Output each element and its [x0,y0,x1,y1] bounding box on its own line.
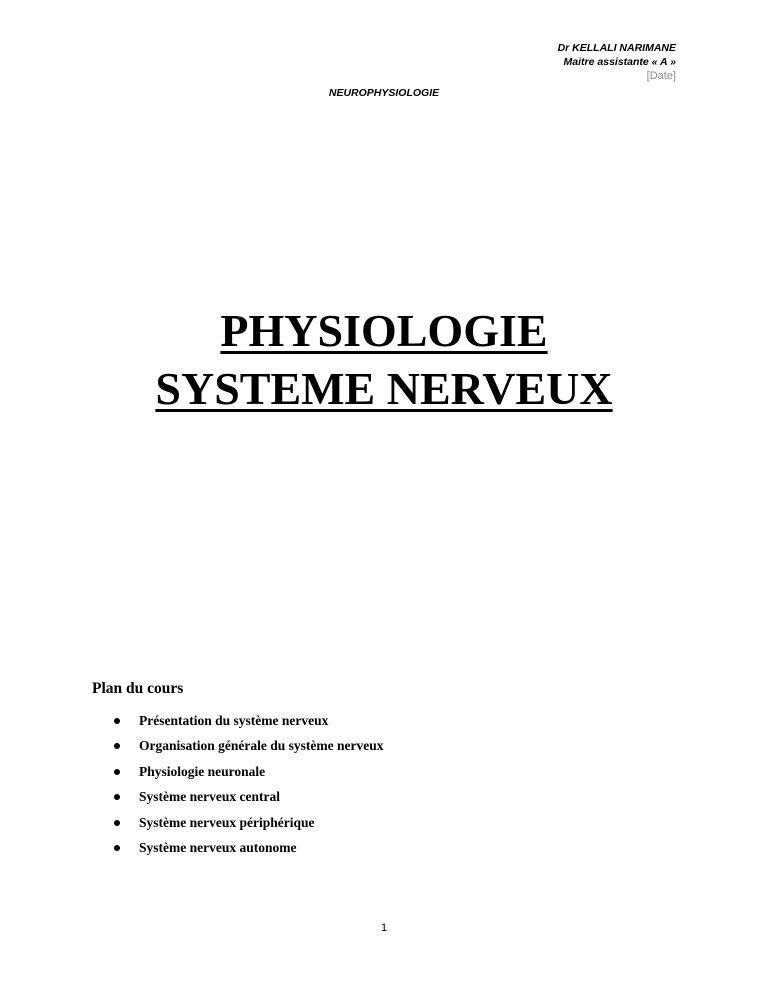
subject-title: NEUROPHYSIOLOGIE [328,87,440,99]
title-line-1: PHYSIOLOGIE [220,305,548,356]
date-field[interactable]: [Date] [646,70,676,82]
list-item [113,785,383,811]
list-item-label: Système nerveux central [139,789,280,805]
list-item [113,836,383,862]
list-item-label: Système nerveux autonome [139,840,297,856]
list-item [113,734,383,760]
list-item [113,810,383,836]
list-item [113,708,383,734]
plan-list [113,708,383,861]
document-header [558,41,676,83]
document-title [0,302,768,418]
author-name: Dr KELLALI NARIMANE [557,42,676,54]
bullet-icon [114,820,120,826]
bullet-icon [114,845,120,851]
list-item-label: Organisation générale du système nerveux [139,738,384,754]
list-item-label: Présentation du système nerveux [139,712,329,728]
list-item-label: Système nerveux périphérique [139,814,315,830]
page-number: 1 [380,922,388,934]
bullet-icon [114,769,120,775]
bullet-icon [114,743,120,749]
list-item-label: Physiologie neuronale [139,763,266,779]
list-item [113,759,383,785]
author-position: Maitre assistante « A » [563,56,676,68]
title-line-2: SYSTEME NERVEUX [155,363,613,414]
bullet-icon [114,794,120,800]
bullet-icon [114,718,120,724]
plan-heading: Plan du cours [92,680,184,697]
